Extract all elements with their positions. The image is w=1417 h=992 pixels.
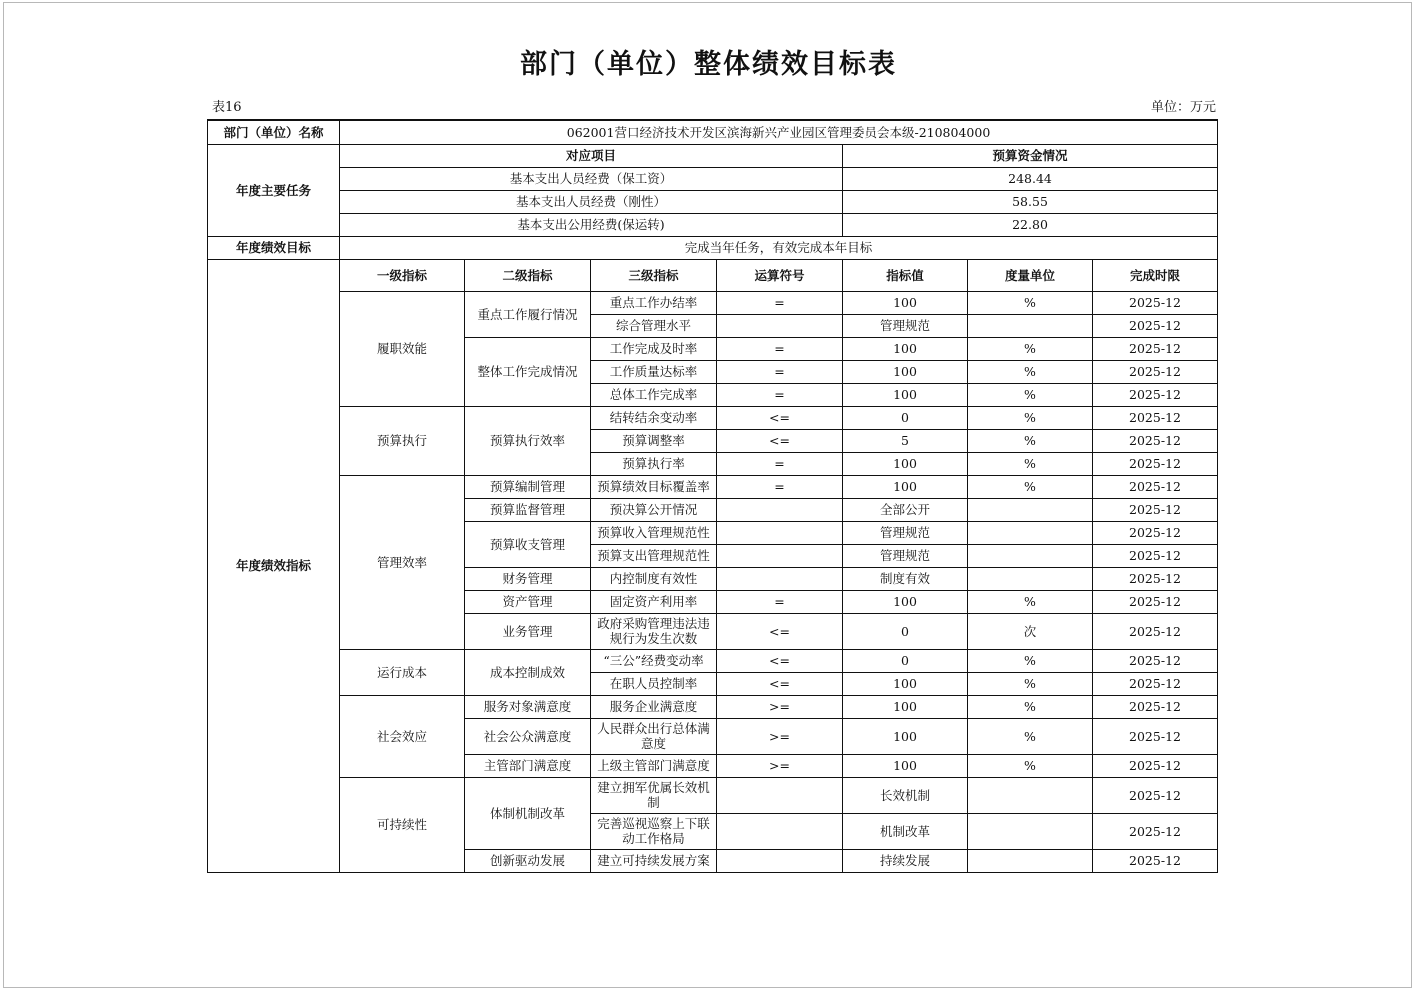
- indicator-unit: %: [968, 406, 1093, 429]
- col-budget-header: 预算资金情况: [843, 144, 1218, 167]
- indicator-deadline: 2025-12: [1093, 291, 1218, 314]
- indicator-value: 制度有效: [843, 567, 968, 590]
- indicator-deadline: 2025-12: [1093, 314, 1218, 337]
- indicator-deadline: 2025-12: [1093, 498, 1218, 521]
- indicator-unit: %: [968, 718, 1093, 754]
- indicator-unit: %: [968, 649, 1093, 672]
- indicator-deadline: 2025-12: [1093, 590, 1218, 613]
- indicator-value: 100: [843, 337, 968, 360]
- indicator-deadline: 2025-12: [1093, 521, 1218, 544]
- indicator-deadline: 2025-12: [1093, 754, 1218, 777]
- indicator-value: 持续发展: [843, 849, 968, 872]
- indicator-value: 0: [843, 613, 968, 649]
- indicator-level2: 社会公众满意度: [465, 718, 591, 754]
- indicator-operator: >=: [717, 718, 843, 754]
- indicator-operator: =: [717, 452, 843, 475]
- indicator-operator: [717, 498, 843, 521]
- indicator-level2: 整体工作完成情况: [465, 337, 591, 406]
- indicator-operator: [717, 567, 843, 590]
- indicator-value: 100: [843, 672, 968, 695]
- indicator-level3: 综合管理水平: [591, 314, 717, 337]
- dept-label: 部门（单位）名称: [208, 120, 340, 144]
- indicator-level3: 预算调整率: [591, 429, 717, 452]
- indicator-level3: 建立可持续发展方案: [591, 849, 717, 872]
- indicator-deadline: 2025-12: [1093, 695, 1218, 718]
- indicator-level3: 结转结余变动率: [591, 406, 717, 429]
- indicator-level2: 预算编制管理: [465, 475, 591, 498]
- indicator-value: 管理规范: [843, 521, 968, 544]
- indicator-level3: “三公”经费变动率: [591, 649, 717, 672]
- indicator-operator: =: [717, 383, 843, 406]
- indicator-value: 全部公开: [843, 498, 968, 521]
- indicator-value: 0: [843, 649, 968, 672]
- indicator-level3: 工作完成及时率: [591, 337, 717, 360]
- indicator-unit: %: [968, 672, 1093, 695]
- indicator-deadline: 2025-12: [1093, 849, 1218, 872]
- indicator-deadline: 2025-12: [1093, 718, 1218, 754]
- indicator-deadline: 2025-12: [1093, 613, 1218, 649]
- indicator-level3: 政府采购管理违法违规行为发生次数: [591, 613, 717, 649]
- indicator-level3: 预算支出管理规范性: [591, 544, 717, 567]
- header-operator: 运算符号: [717, 259, 843, 291]
- indicator-deadline: 2025-12: [1093, 567, 1218, 590]
- indicator-unit: %: [968, 452, 1093, 475]
- indicator-deadline: 2025-12: [1093, 360, 1218, 383]
- indicator-deadline: 2025-12: [1093, 813, 1218, 849]
- indicator-level3: 预算收入管理规范性: [591, 521, 717, 544]
- indicator-value: 100: [843, 590, 968, 613]
- indicator-level1: 履职效能: [340, 291, 465, 406]
- indicator-deadline: 2025-12: [1093, 672, 1218, 695]
- indicator-level2: 服务对象满意度: [465, 695, 591, 718]
- indicator-operator: =: [717, 590, 843, 613]
- indicator-level3: 上级主管部门满意度: [591, 754, 717, 777]
- indicator-level2: 预算监督管理: [465, 498, 591, 521]
- indicator-level2: 体制机制改革: [465, 777, 591, 849]
- header-level1: 一级指标: [340, 259, 465, 291]
- col-project-header: 对应项目: [340, 144, 843, 167]
- indicator-unit: %: [968, 754, 1093, 777]
- indicator-value: 机制改革: [843, 813, 968, 849]
- indicator-operator: [717, 544, 843, 567]
- task-amount: 248.44: [843, 167, 1218, 190]
- indicator-operator: =: [717, 475, 843, 498]
- indicator-level2: 业务管理: [465, 613, 591, 649]
- indicator-unit: %: [968, 383, 1093, 406]
- indicator-operator: >=: [717, 695, 843, 718]
- indicator-unit: %: [968, 475, 1093, 498]
- table-number: 表16: [212, 100, 242, 115]
- indicator-value: 100: [843, 695, 968, 718]
- indicator-operator: =: [717, 360, 843, 383]
- tasks-label: 年度主要任务: [208, 144, 340, 236]
- indicator-level3: 预算绩效目标覆盖率: [591, 475, 717, 498]
- header-value: 指标值: [843, 259, 968, 291]
- indicator-level1: 可持续性: [340, 777, 465, 872]
- indicator-unit: [968, 498, 1093, 521]
- indicator-value: 长效机制: [843, 777, 968, 813]
- task-project: 基本支出人员经费（刚性）: [340, 190, 843, 213]
- indicator-operator: [717, 314, 843, 337]
- indicator-unit: %: [968, 337, 1093, 360]
- indicator-unit: 次: [968, 613, 1093, 649]
- indicator-value: 管理规范: [843, 544, 968, 567]
- indicator-unit: %: [968, 429, 1093, 452]
- indicator-level3: 建立拥军优属长效机制: [591, 777, 717, 813]
- task-project: 基本支出公用经费(保运转): [340, 213, 843, 236]
- indicator-unit: [968, 849, 1093, 872]
- indicator-level3: 完善巡视巡察上下联动工作格局: [591, 813, 717, 849]
- indicator-level2: 成本控制成效: [465, 649, 591, 695]
- unit-label: 单位：万元: [1150, 100, 1216, 115]
- indicator-value: 0: [843, 406, 968, 429]
- indicator-unit: [968, 544, 1093, 567]
- indicator-operator: <=: [717, 429, 843, 452]
- indicator-deadline: 2025-12: [1093, 649, 1218, 672]
- indicator-level3: 固定资产利用率: [591, 590, 717, 613]
- indicator-level2: 财务管理: [465, 567, 591, 590]
- indicator-level2: 创新驱动发展: [465, 849, 591, 872]
- indicator-operator: [717, 777, 843, 813]
- indicator-value: 100: [843, 452, 968, 475]
- header-deadline: 完成时限: [1093, 259, 1218, 291]
- indicator-value: 100: [843, 360, 968, 383]
- indicator-unit: [968, 314, 1093, 337]
- header-level3: 三级指标: [591, 259, 717, 291]
- indicator-level3: 内控制度有效性: [591, 567, 717, 590]
- indicator-operator: [717, 813, 843, 849]
- indicator-unit: %: [968, 590, 1093, 613]
- indicator-operator: >=: [717, 754, 843, 777]
- indicator-level3: 服务企业满意度: [591, 695, 717, 718]
- indicator-deadline: 2025-12: [1093, 429, 1218, 452]
- indicator-level3: 工作质量达标率: [591, 360, 717, 383]
- indicator-level3: 预算执行率: [591, 452, 717, 475]
- indicator-unit: [968, 777, 1093, 813]
- header-level2: 二级指标: [465, 259, 591, 291]
- dept-name: 062001营口经济技术开发区滨海新兴产业园区管理委员会本级-210804000: [340, 120, 1218, 144]
- indicator-unit: [968, 813, 1093, 849]
- indicator-value: 100: [843, 754, 968, 777]
- header-unit: 度量单位: [968, 259, 1093, 291]
- indicator-value: 100: [843, 291, 968, 314]
- performance-table: [207, 119, 1218, 873]
- indicator-level2: 资产管理: [465, 590, 591, 613]
- indicator-deadline: 2025-12: [1093, 452, 1218, 475]
- indicator-operator: <=: [717, 406, 843, 429]
- indicator-operator: <=: [717, 613, 843, 649]
- indicator-unit: %: [968, 291, 1093, 314]
- indicator-operator: =: [717, 291, 843, 314]
- indicator-deadline: 2025-12: [1093, 777, 1218, 813]
- indicator-deadline: 2025-12: [1093, 383, 1218, 406]
- indicator-unit: %: [968, 695, 1093, 718]
- indicator-level3: 人民群众出行总体满意度: [591, 718, 717, 754]
- indicators-label: 年度绩效指标: [208, 259, 340, 872]
- indicator-value: 100: [843, 475, 968, 498]
- indicator-level2: 重点工作履行情况: [465, 291, 591, 337]
- task-amount: 58.55: [843, 190, 1218, 213]
- indicator-level1: 管理效率: [340, 475, 465, 649]
- indicator-level3: 在职人员控制率: [591, 672, 717, 695]
- indicator-deadline: 2025-12: [1093, 337, 1218, 360]
- indicator-operator: =: [717, 337, 843, 360]
- indicator-operator: <=: [717, 649, 843, 672]
- indicator-level2: 预算执行效率: [465, 406, 591, 475]
- indicator-value: 5: [843, 429, 968, 452]
- indicator-level3: 重点工作办结率: [591, 291, 717, 314]
- indicator-level2: 主管部门满意度: [465, 754, 591, 777]
- indicator-level3: 预决算公开情况: [591, 498, 717, 521]
- task-project: 基本支出人员经费（保工资）: [340, 167, 843, 190]
- indicator-unit: [968, 567, 1093, 590]
- indicator-operator: [717, 521, 843, 544]
- indicator-level1: 预算执行: [340, 406, 465, 475]
- goal-label: 年度绩效目标: [208, 236, 340, 259]
- indicator-deadline: 2025-12: [1093, 475, 1218, 498]
- indicator-unit: [968, 521, 1093, 544]
- indicator-value: 100: [843, 718, 968, 754]
- indicator-deadline: 2025-12: [1093, 544, 1218, 567]
- indicator-level1: 运行成本: [340, 649, 465, 695]
- indicator-unit: %: [968, 360, 1093, 383]
- indicator-deadline: 2025-12: [1093, 406, 1218, 429]
- goal-text: 完成当年任务，有效完成本年目标: [340, 236, 1218, 259]
- indicator-operator: [717, 849, 843, 872]
- indicator-value: 管理规范: [843, 314, 968, 337]
- indicator-level3: 总体工作完成率: [591, 383, 717, 406]
- page-title: 部门（单位）整体绩效目标表: [520, 49, 897, 80]
- indicator-value: 100: [843, 383, 968, 406]
- task-amount: 22.80: [843, 213, 1218, 236]
- indicator-operator: <=: [717, 672, 843, 695]
- indicator-level1: 社会效应: [340, 695, 465, 777]
- indicator-level2: 预算收支管理: [465, 521, 591, 567]
